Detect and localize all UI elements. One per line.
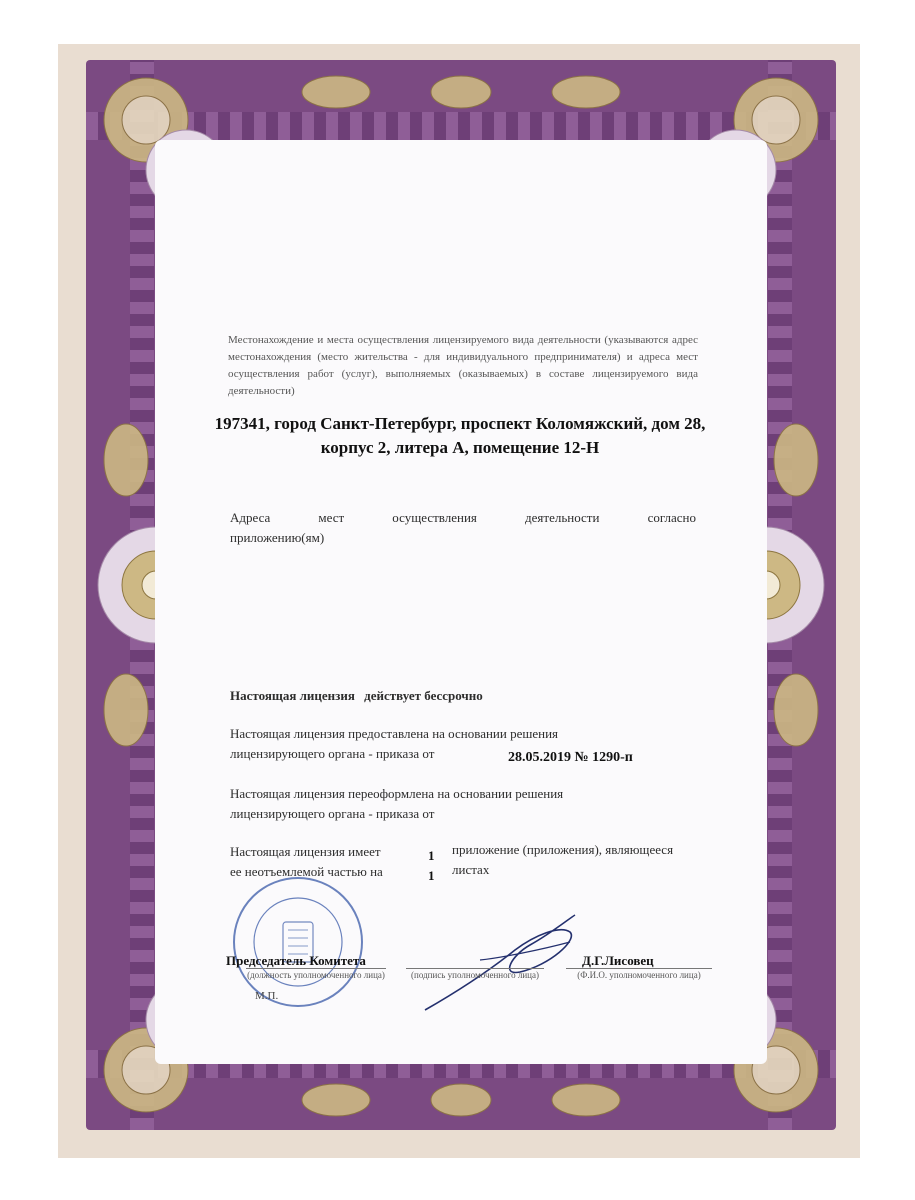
sheets-count: 1 — [428, 868, 435, 883]
has-line-1: Настоящая лицензия имеет — [230, 844, 381, 859]
granted-line-1: Настоящая лицензия предоставлена на основании решения — [230, 726, 559, 741]
official-stamp — [228, 872, 368, 1012]
validity-label-text: Настоящая лицензия — [230, 688, 355, 703]
places-label-line-2: приложению(ям) — [230, 530, 325, 545]
reissued-line-1: Настоящая лицензия переоформлена на основании решения — [230, 786, 564, 801]
sheets-text: листах — [452, 862, 490, 877]
signer-name: Д.Г.Лисовец — [582, 953, 654, 968]
signer-name-caption: (Ф.И.О. уполномоченного лица) — [566, 968, 712, 980]
signer-position: Председатель Комитета — [226, 953, 366, 968]
signature-caption: (подпись уполномоченного лица) — [406, 968, 544, 980]
address-line-1: 197341, город Санкт-Петербург, проспект Коломяжский, дом 28, — [214, 414, 706, 433]
seal-mark: М.П. — [255, 990, 279, 1002]
appendix-count: 1 — [428, 848, 435, 863]
location-caption: Местонахождение и места осуществления лицензируемого вида деятельности (указываются адрес местонахождения (место жительства - для индивидуального предпринимателя) и адреса мест осуществления работ (услуг), выполняемых (оказываемых) в составе лицензируемого вида деятельности) — [228, 334, 698, 397]
signer-position-caption: (должность уполномоченного лица) — [247, 970, 385, 980]
reissued-line-2: лицензирующего органа - приказа от — [230, 806, 435, 821]
signature-scribble — [420, 910, 580, 1020]
address-line-2: корпус 2, литера А, помещение 12-Н — [320, 438, 600, 457]
has-line-2: ее неотъемлемой частью на — [230, 864, 383, 879]
validity-label — [230, 686, 483, 706]
validity-value: действует бессрочно — [364, 688, 483, 703]
granted-line-2: лицензирующего органа - приказа от — [230, 746, 435, 761]
appendix-text: приложение (приложения), являющееся — [452, 842, 674, 857]
places-label-line-1: Адреса мест осуществления деятельности согласно — [230, 510, 696, 525]
granted-order: 28.05.2019 № 1290-п — [508, 750, 633, 765]
